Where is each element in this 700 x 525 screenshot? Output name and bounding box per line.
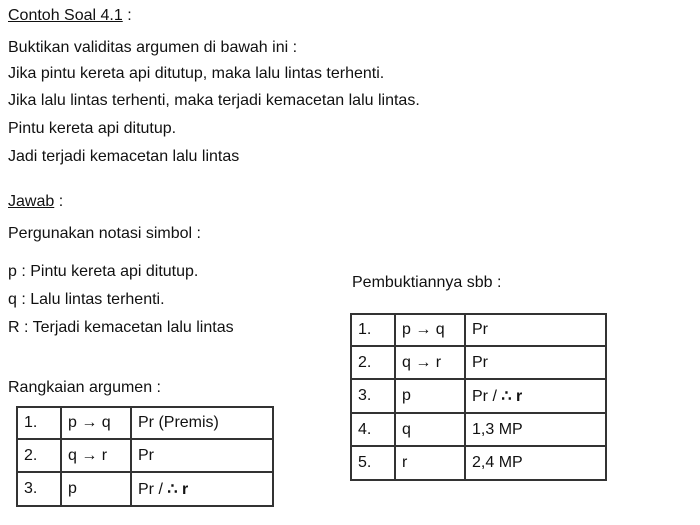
notation-intro: Pergunakan notasi simbol : <box>8 225 201 242</box>
row-number: 3. <box>17 472 61 506</box>
symbol-p: p : Pintu kereta api ditutup. <box>8 263 199 280</box>
row-number: 2. <box>351 346 395 379</box>
row-expression: r <box>395 446 465 480</box>
table-row <box>351 314 606 346</box>
example-title: Contoh Soal 4.1 <box>8 7 123 24</box>
example-heading <box>8 6 132 26</box>
row-number: 1. <box>17 407 61 439</box>
proof-table <box>350 313 607 481</box>
answer-title: Jawab <box>8 193 55 210</box>
row-expression: q <box>395 413 465 446</box>
row-reason: Pr <box>465 346 606 379</box>
row-expression: q → r <box>61 439 131 472</box>
row-reason: Pr / ∴ r <box>465 379 606 413</box>
answer-heading <box>8 192 63 212</box>
row-number: 4. <box>351 413 395 446</box>
table-row <box>17 407 273 439</box>
table-row <box>17 439 273 472</box>
row-reason: Pr / ∴ r <box>131 472 273 506</box>
row-reason: Pr <box>465 314 606 346</box>
problem-prompt: Buktikan validitas argumen di bawah ini : <box>8 39 298 56</box>
row-number: 5. <box>351 446 395 480</box>
example-title-suffix: : <box>122 7 132 24</box>
conclusion: Jadi terjadi kemacetan lalu lintas <box>8 148 240 165</box>
row-reason: 1,3 MP <box>465 413 606 446</box>
argument-chain-table <box>16 406 274 507</box>
symbol-q: q : Lalu lintas terhenti. <box>8 291 165 308</box>
row-reason: Pr <box>131 439 273 472</box>
table-row <box>351 413 606 446</box>
answer-title-suffix: : <box>54 193 64 210</box>
row-reason: 2,4 MP <box>465 446 606 480</box>
row-number: 3. <box>351 379 395 413</box>
row-expression: p <box>395 379 465 413</box>
table-row <box>351 346 606 379</box>
premise-3: Pintu kereta api ditutup. <box>8 120 177 137</box>
row-number: 2. <box>17 439 61 472</box>
argument-chain-label: Rangkaian argumen : <box>8 379 161 396</box>
table-row <box>351 446 606 480</box>
premise-2: Jika lalu lintas terhenti, maka terjadi kemacetan lalu lintas. <box>8 92 420 109</box>
premise-1: Jika pintu kereta api ditutup, maka lalu lintas terhenti. <box>8 65 385 82</box>
row-expression: q → r <box>395 346 465 379</box>
table-row <box>17 472 273 506</box>
row-expression: p → q <box>395 314 465 346</box>
row-reason: Pr (Premis) <box>131 407 273 439</box>
table-row <box>351 379 606 413</box>
row-number: 1. <box>351 314 395 346</box>
row-expression: p <box>61 472 131 506</box>
symbol-r: R : Terjadi kemacetan lalu lintas <box>8 319 234 336</box>
proof-label: Pembuktiannya sbb : <box>352 274 502 291</box>
row-expression: p → q <box>61 407 131 439</box>
